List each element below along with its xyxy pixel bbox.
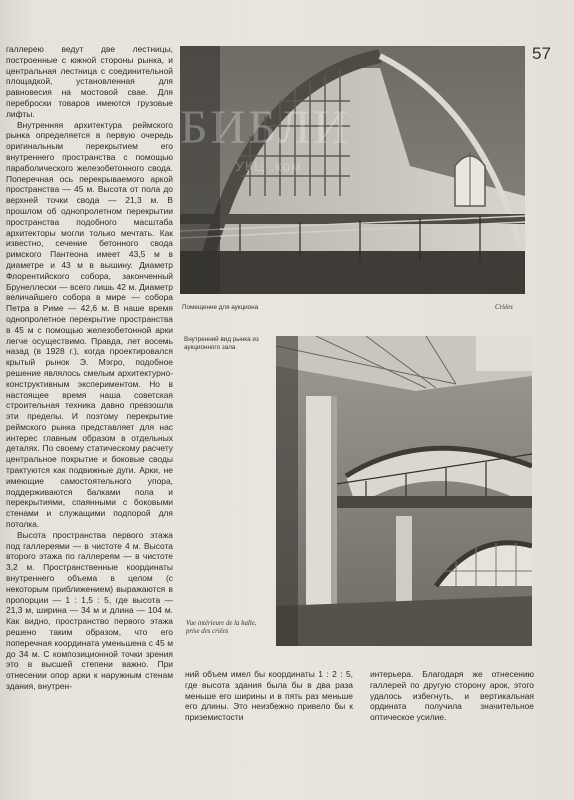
auction-room-illustration — [180, 46, 525, 294]
photo-auction-room — [180, 46, 525, 294]
photo2-caption: Внутренний вид рынка из аукционного зала — [184, 336, 259, 351]
paragraph: Внутренняя архитектура реймского рынка определяется в первую очередь оригинальным перекрытием его внутреннего пространства с помощью параболического железобетонного свода. Поперечная ось перекрываемого аркой пространства — 45 м. Высота от пола до верхней точки свода — 21,3 м. В прошлом об однопролетном перекрытии пространства подобного масштаба архитекторы могли только мечтать. Как известно, сечение бетонного свода римского Пантеона имеет 43,5 м в диаметре и 43 м в вышину. Диаметр Флорентийского собора, законченный Брунеллески — всего лишь 42 м. Диаметр величайшего собора в мире — собора Петра в Риме — 42,6 м. В наше время однопролетное перекрытие пространства в 45 м с помощью железобетонной арки легче осуществимо. Правда, лет восемь назад (в 1928 г.), когда проектировался крытый рынок Э. Мэгро, подобное решение являлось смелым архитектурно-конструктивным экспериментом. Но в настоящее время наша советская строительная техника давно превзошла эти пределы. И поэтому перекрытие реймского рынка представляет для нас интерес главным образом в отдельных деталях. По своему статическому расчету центральное покрытие и боковые своды трактуются как подвижные дуги. Арки, не имеющие самостоятельного упора, поддерживаются балками пола и перекрытиями, спаянными с боковыми стенами и служащими подпорой для потолка. — [6, 119, 173, 530]
paragraph: галлерею ведут две лестницы, построенные с южной стороны рынка, и центральная лестница с соединительной площадкой, установленная для равновесия на мостовой свае. Для переброски товаров имеются грузовые лифты. — [6, 44, 173, 119]
watermark-logo: БИБЛИ — [180, 101, 351, 154]
photo-hall-interior — [276, 336, 532, 646]
paragraph: интерьера. Благодаря же отнесению галлерей по другую сторону арок, этого удалось избегнуть, и вертикальная ордината получила значительное оптическое усилие. — [370, 669, 534, 723]
paragraph: Высота пространства первого этажа под галлереями — в чистоте 4 м. Высота второго этажа по галлереям — в чистоте 3,2 м. Пространственные координаты внутреннего объема в целом (с некоторым приближением) выражаются в пропорции — 1 : 1,5 : 5, где высота — 21,3 м, ширина — 34 м и длина — 104 м. Как видно, пространство первого этажа решено таким образом, что его поперечная координата уменьшена с 45 м до 34 м. С композиционной точки зрения это в высшей степени важно. При отнесении опор арки к наружным стенам здания, внутрен- — [6, 529, 173, 692]
photo1-caption: Помещение для аукциона — [182, 304, 259, 311]
paragraph: ний объем имел бы координаты 1 : 2 : 5, где высота здания была бы в два раза меньше его ширины и в пять раз меньше его длины. Это неизбежно привело бы к приземистости — [185, 669, 353, 723]
right-text-column — [370, 669, 534, 723]
hall-interior-illustration — [276, 336, 532, 646]
middle-text-column — [185, 669, 353, 723]
watermark-site: УКЦ .ком — [235, 158, 302, 174]
photo2-caption-fr: Vue intérieure de la halle, prise des criées — [186, 620, 257, 635]
left-text-column — [6, 44, 173, 692]
page-number: 57 — [532, 44, 551, 63]
photo1-caption-fr: Criées — [495, 304, 513, 311]
